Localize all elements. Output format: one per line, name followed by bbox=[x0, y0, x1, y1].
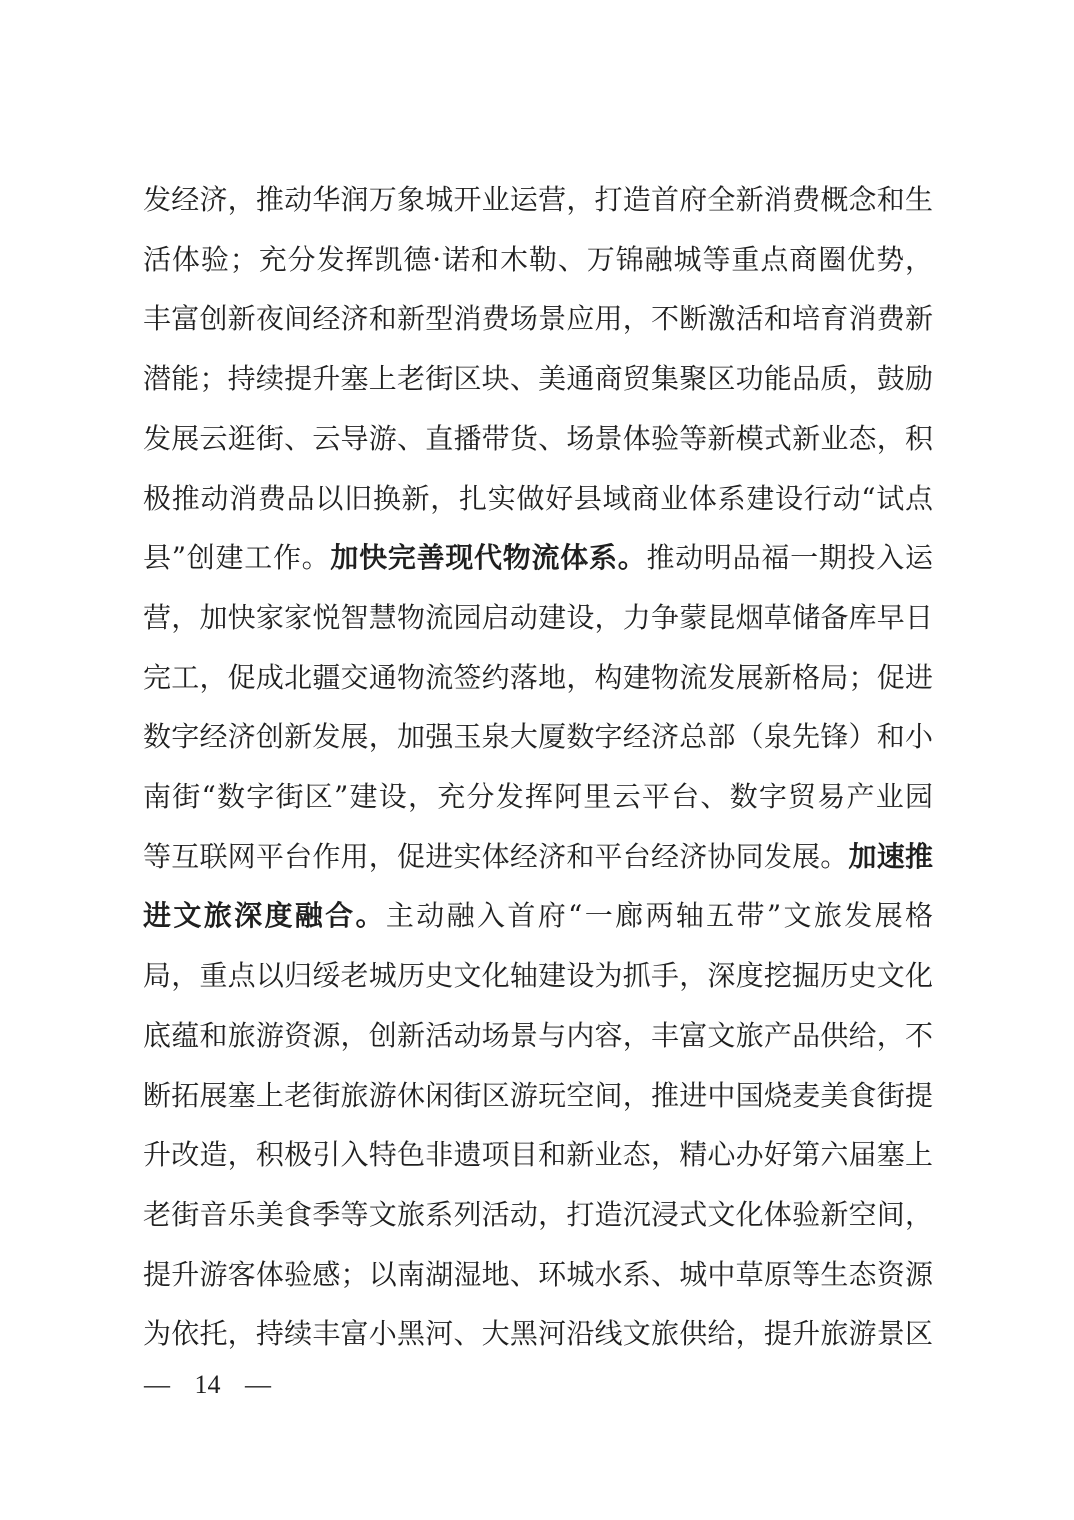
text-line bbox=[143, 1255, 933, 1295]
text-line bbox=[143, 299, 933, 339]
bold-heading-run: 加快完善现代物流体系。 bbox=[330, 541, 647, 574]
text-line bbox=[143, 1135, 933, 1175]
bold-heading-run: 进文旅深度融合。 bbox=[143, 899, 386, 932]
bold-heading-run: 加速推 bbox=[848, 840, 933, 873]
text-run: 营，加快家家悦智慧物流园启动建设，力争蒙昆烟草储备库早日 bbox=[143, 601, 933, 634]
text-run: 底蕴和旅游资源，创新活动场景与内容，丰富文旅产品供给，不 bbox=[143, 1019, 933, 1052]
text-line bbox=[143, 1195, 933, 1235]
text-run: 丰富创新夜间经济和新型消费场景应用，不断激活和培育消费新 bbox=[143, 302, 933, 335]
text-line bbox=[143, 717, 933, 757]
text-line bbox=[143, 658, 933, 698]
text-line bbox=[143, 240, 933, 280]
footer-dash-right: — bbox=[245, 1370, 271, 1399]
text-run: 升改造，积极引入特色非遗项目和新业态，精心办好第六届塞上 bbox=[143, 1138, 933, 1171]
text-line bbox=[143, 419, 933, 459]
text-run: 极推动消费品以旧换新，扎实做好县域商业体系建设行动“试点 bbox=[143, 482, 933, 515]
text-run: 等互联网平台作用，促进实体经济和平台经济协同发展。 bbox=[143, 840, 849, 873]
text-line bbox=[143, 180, 933, 220]
text-line bbox=[143, 598, 933, 638]
text-run: 发经济，推动华润万象城开业运营，打造首府全新消费概念和生 bbox=[143, 183, 933, 216]
text-line bbox=[143, 896, 933, 936]
text-run: 潜能；持续提升塞上老街区块、美通商贸集聚区功能品质，鼓励 bbox=[143, 362, 933, 395]
text-line bbox=[143, 1314, 933, 1354]
text-line bbox=[143, 1076, 933, 1116]
text-line bbox=[143, 956, 933, 996]
text-run: 数字经济创新发展，加强玉泉大厦数字经济总部（泉先锋）和小 bbox=[143, 720, 933, 753]
text-run: 局，重点以归绥老城历史文化轴建设为抓手，深度挖掘历史文化 bbox=[143, 959, 933, 992]
text-run: 断拓展塞上老街旅游休闲街区游玩空间，推进中国烧麦美食街提 bbox=[143, 1079, 933, 1112]
text-run: 完工，促成北疆交通物流签约落地，构建物流发展新格局；促进 bbox=[143, 661, 933, 694]
text-run: 发展云逛街、云导游、直播带货、场景体验等新模式新业态，积 bbox=[143, 422, 933, 455]
footer-dash-left: — bbox=[144, 1370, 170, 1399]
text-line bbox=[143, 538, 933, 578]
text-run: 南街“数字街区”建设，充分发挥阿里云平台、数字贸易产业园 bbox=[143, 780, 933, 813]
page-footer bbox=[143, 1368, 272, 1402]
text-line bbox=[143, 1016, 933, 1056]
text-line bbox=[143, 777, 933, 817]
text-run: 主动融入首府“一廊两轴五带”文旅发展格 bbox=[385, 899, 933, 932]
page-number: 14 bbox=[194, 1370, 221, 1399]
text-run: 老街音乐美食季等文旅系列活动，打造沉浸式文化体验新空间， bbox=[143, 1198, 933, 1231]
text-run: 提升游客体验感；以南湖湿地、环城水系、城中草原等生态资源 bbox=[143, 1258, 933, 1291]
text-run: 推动明品福一期投入运 bbox=[646, 541, 933, 574]
text-line bbox=[143, 837, 933, 877]
text-line bbox=[143, 359, 933, 399]
text-run: 活体验；充分发挥凯德·诺和木勒、万锦融城等重点商圈优势， bbox=[143, 243, 933, 276]
text-run: 县”创建工作。 bbox=[143, 541, 331, 574]
text-line bbox=[143, 479, 933, 519]
text-run: 为依托，持续丰富小黑河、大黑河沿线文旅供给，提升旅游景区 bbox=[143, 1317, 933, 1350]
